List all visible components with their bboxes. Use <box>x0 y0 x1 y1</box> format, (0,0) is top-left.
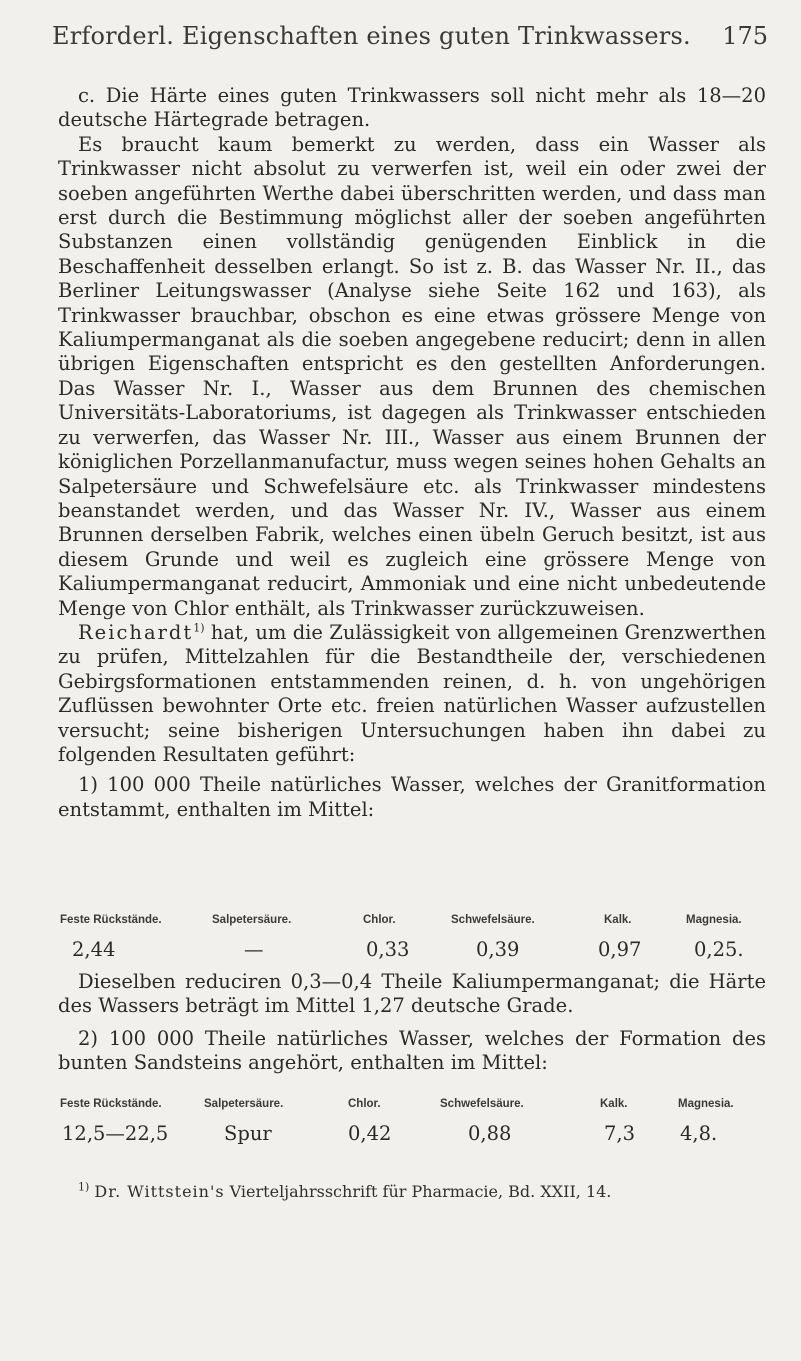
paragraph-hardness: c. Die Härte eines guten Trinkwassers soll nicht mehr als 18—20 deutsche Härtegrade betragen. <box>58 84 766 132</box>
item1-intro: 1) 100 000 Theile natürliches Wasser, welches der Granitformation entstammt, enthalten im Mittel: <box>58 773 766 821</box>
item1-after: Dieselben reduciren 0,3—0,4 Theile Kaliumpermanganat; die Härte des Wassers beträgt im Mittel 1,27 deutsche Grade. <box>58 970 766 1018</box>
table-cell: 0,33 <box>366 938 410 961</box>
col-header: Schwefelsäure. <box>440 1098 524 1110</box>
table-header-row <box>58 914 766 936</box>
col-header: Magnesia. <box>678 1098 734 1110</box>
table-cell: Spur <box>224 1122 272 1145</box>
col-header: Salpetersäure. <box>204 1098 284 1110</box>
footnote <box>78 1182 768 1201</box>
table-cell: 0,39 <box>476 938 520 961</box>
footnote-author: Dr. Wittstein's <box>94 1182 225 1201</box>
col-header: Schwefelsäure. <box>451 914 535 926</box>
table-cell: — <box>244 938 264 961</box>
table-cell: 2,44 <box>72 938 116 961</box>
col-header: Kalk. <box>600 1098 628 1110</box>
table-row <box>58 938 766 960</box>
table-row <box>58 1122 766 1144</box>
item2-intro: 2) 100 000 Theile natürliches Wasser, welches der Formation des bunten Sandsteins angehört, enthalten im Mittel: <box>58 1026 766 1075</box>
col-header: Magnesia. <box>686 914 742 926</box>
footnote-number: 1) <box>78 1180 90 1194</box>
page-number: 175 <box>722 22 768 50</box>
table-cell: 7,3 <box>604 1122 636 1145</box>
sandstone-table <box>58 1098 766 1144</box>
col-header: Kalk. <box>604 914 632 926</box>
paragraph-reichardt <box>58 621 766 767</box>
table-cell: 0,97 <box>598 938 642 961</box>
footnote-marker: 1) <box>193 621 205 635</box>
author-name: Reichardt <box>78 620 194 644</box>
footnote-text: Vierteljahrsschrift für Pharmacie, Bd. XXII, 14. <box>229 1182 612 1201</box>
granite-table <box>58 914 766 960</box>
col-header: Chlor. <box>363 914 396 926</box>
running-title: Erforderl. Eigenschaften eines guten Trinkwassers. <box>52 22 691 50</box>
table-cell: 4,8. <box>680 1122 718 1145</box>
col-header: Feste Rückstände. <box>60 914 162 926</box>
body-text-continued <box>58 970 766 1076</box>
table-cell: 0,42 <box>348 1122 392 1145</box>
col-header: Salpetersäure. <box>212 914 292 926</box>
table-header-row <box>58 1098 766 1120</box>
table-cell: 12,5—22,5 <box>62 1122 169 1145</box>
paragraph-evaluation: Es braucht kaum bemerkt zu werden, dass ein Wasser als Trinkwasser nicht absolut zu verwerfen ist, weil ein oder zwei der soeben angeführten Werthe dabei überschritten werden, und dass man erst durch die Bestimmung möglichst aller der soeben angeführten Substanzen einen vollständig genügenden Einblick in die Beschaffenheit desselben erlangt. So ist z. B. das Wasser Nr. II., das Berliner Leitungswasser (Analyse siehe Seite 162 und 163), als Trinkwasser brauchbar, obschon es eine etwas grössere Menge von Kaliumpermanganat als die soeben angegebene reducirt; denn in allen übrigen Eigenschaften entspricht es den gestellten Anforderungen. Das Wasser Nr. I., Wasser aus dem Brunnen des chemischen Universitäts-Laboratoriums, ist dagegen als Trinkwasser entschieden zu verwerfen, das Wasser Nr. III., Wasser aus einem Brunnen der königlichen Porzellanmanufactur, muss wegen seines hohen Gehalts an Salpetersäure und Schwefelsäure etc. als Trinkwasser mindestens beanstandet werden, und das Wasser Nr. IV., Wasser aus einem Brunnen derselben Fabrik, welches einen übeln Geruch besitzt, ist aus diesem Grunde und weil es zugleich eine grössere Menge von Kaliumpermanganat reducirt, Ammoniak und eine nicht unbedeutende Menge von Chlor enthält, als Trinkwasser zurückzuweisen. <box>58 132 766 620</box>
body-text <box>58 84 766 822</box>
col-header: Feste Rückstände. <box>60 1098 162 1110</box>
paragraph-reichardt-text: hat, um die Zulässigkeit von allgemeinen Grenzwerthen zu prüfen, Mittelzahlen für die Bestandtheile der, verschiedenen Gebirgsformationen entstammenden reinen, d. h. von ungehörigen Zuflüssen bewohnter Orte etc. freien natürlichen Wasser aufzustellen versucht; seine bisherigen Untersuchungen haben ihn dabei zu folgenden Resultaten geführt: <box>58 620 766 766</box>
running-head <box>52 22 768 58</box>
col-header: Chlor. <box>348 1098 381 1110</box>
table-cell: 0,88 <box>468 1122 512 1145</box>
table-cell: 0,25. <box>694 938 744 961</box>
